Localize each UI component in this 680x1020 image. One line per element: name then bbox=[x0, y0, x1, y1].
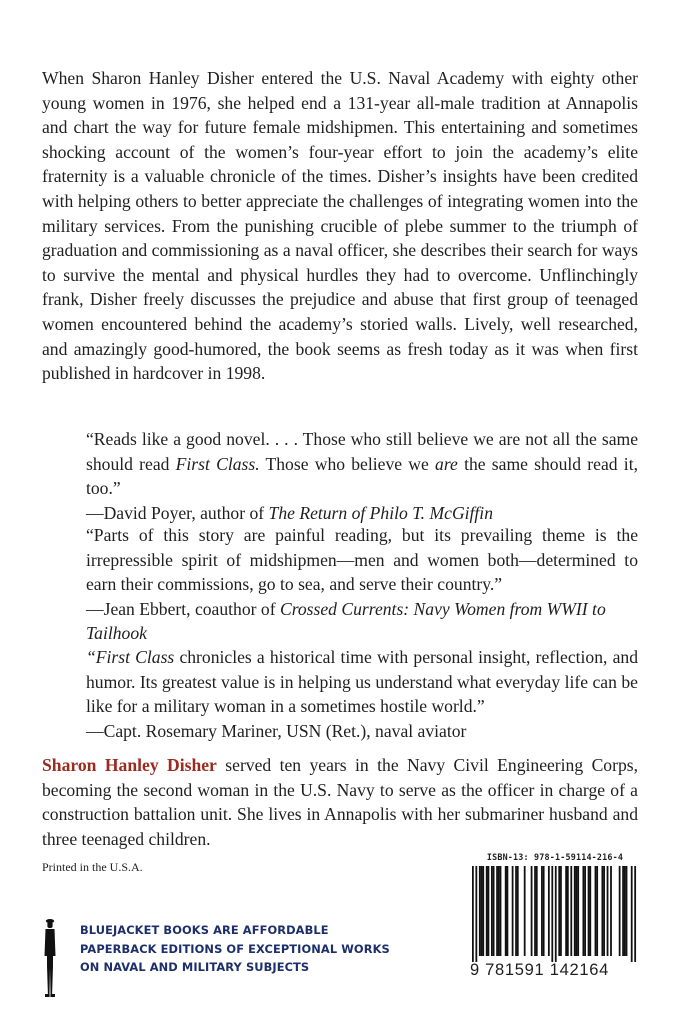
barcode-bar bbox=[482, 866, 484, 956]
barcode-bar bbox=[515, 866, 517, 956]
barcode-bar bbox=[622, 866, 624, 956]
attribution-prefix: —David Poyer, author of bbox=[86, 502, 269, 523]
quote-text-segment: “Reads like a good novel. . . . Those who still believe we are not all the same should read bbox=[86, 429, 638, 474]
review-quote-text: “Parts of this story are painful reading, but its prevailing theme is the irrepressible spirit of midshipmen—men and women both—determined to earn their commissions, go to sea, and serve their country.” bbox=[86, 525, 638, 595]
barcode-bar bbox=[560, 866, 562, 956]
barcode-bar bbox=[577, 866, 579, 956]
barcode-bar bbox=[570, 866, 572, 956]
barcode-bar bbox=[634, 866, 636, 962]
tagline-line: PAPERBACK EDITIONS OF EXCEPTIONAL WORKS bbox=[80, 941, 390, 956]
barcode-number: 9 781591 142164 bbox=[470, 961, 609, 979]
review-attribution bbox=[86, 501, 638, 526]
barcode-bar bbox=[601, 866, 603, 956]
barcode-bar bbox=[624, 866, 626, 956]
attribution-work: Crossed Currents: Navy Women from WWII to Tailhook bbox=[86, 598, 606, 644]
quote-text-segment: the same should read it, too.” bbox=[86, 453, 638, 499]
quote-text-segment: chronicles a historical time with personal insight, reflection, and humor. Its greatest value is in helping us understand what everyday life can be like for a military woman in a sometimes hostile world.” bbox=[86, 647, 638, 717]
attribution-work: The Return of Philo T. McGiffin bbox=[268, 502, 493, 523]
barcode-bar bbox=[603, 866, 605, 956]
barcode-bar bbox=[507, 866, 509, 956]
barcode-bar bbox=[589, 866, 591, 956]
barcode-bar bbox=[565, 866, 567, 956]
isbn-label: ISBN-13: 978-1-59114-216-4 bbox=[486, 852, 624, 862]
isbn-barcode bbox=[470, 852, 638, 980]
barcode-bars bbox=[470, 866, 638, 962]
barcode-bar bbox=[512, 866, 514, 956]
barcode-bar bbox=[531, 866, 533, 956]
barcode-bar bbox=[567, 866, 569, 956]
barcode-bar bbox=[576, 866, 578, 956]
publisher-tagline bbox=[80, 921, 390, 977]
barcode-bar bbox=[626, 866, 628, 956]
author-bio-text: served ten years in the Navy Civil Engineering Corps, becoming the second woman in the U.S. Navy to serve as the officer in charge of a construction battalion unit. She lives in Annapolis with her submariner husband and three teenaged children. bbox=[42, 755, 638, 849]
tagline-line: BLUEJACKET BOOKS ARE AFFORDABLE bbox=[80, 923, 329, 937]
barcode-bar bbox=[551, 866, 553, 962]
barcode-bar bbox=[498, 866, 500, 956]
barcode-bar bbox=[584, 866, 586, 956]
barcode-bar bbox=[610, 866, 612, 956]
review-quote-mariner bbox=[86, 645, 638, 743]
review-quote-text bbox=[86, 645, 638, 719]
barcode-bar bbox=[548, 866, 550, 956]
attribution-prefix: —Jean Ebbert, coauthor of bbox=[86, 598, 280, 619]
barcode-bar bbox=[481, 866, 483, 956]
book-description: When Sharon Hanley Disher entered the U.S. Naval Academy with eighty other young women in 1976, she helped end a 131-year all-male tradition at Annapolis and chart the way for future female midshipmen. This entertaining and sometimes shocking account of the women’s four-year effort to join the academy’s elite fraternity is a valuable chronicle of the times. Disher’s insights have been credited with helping others to better appreciate the challenges of integrating women into the military services. From the punishing crucible of plebe summer to the triumph of graduation and commissioning as a naval officer, she describes their search for ways to survive the mental and physical hurdles they had to overcome. Unflinchingly frank, Disher freely discusses the prejudice and abuse that first group of teenaged women encountered behind the academy’s storied walls. Lively, well researched, and amazingly good-humored, the book seems as fresh today as it was when first published in hardcover in 1998. bbox=[42, 68, 638, 384]
sailor-silhouette-icon bbox=[42, 918, 58, 998]
barcode-bar bbox=[505, 866, 507, 956]
barcode-bar bbox=[491, 866, 493, 956]
review-quote-ebbert bbox=[86, 523, 638, 646]
barcode-bar bbox=[536, 866, 538, 956]
barcode-bar bbox=[541, 866, 543, 956]
barcode-bar bbox=[479, 866, 481, 956]
barcode-bar bbox=[517, 866, 519, 956]
barcode-bar bbox=[555, 866, 557, 962]
barcode-bar bbox=[619, 866, 621, 956]
author-bio bbox=[42, 753, 638, 851]
barcode-bar bbox=[488, 866, 490, 956]
quote-emphasis: are bbox=[435, 453, 458, 474]
barcode-bar bbox=[543, 866, 545, 956]
barcode-bar bbox=[472, 866, 474, 962]
tagline-line: ON NAVAL AND MILITARY SUBJECTS bbox=[80, 960, 310, 975]
barcode-bar bbox=[493, 866, 495, 956]
quote-book-title: “First Class bbox=[86, 647, 175, 667]
barcode-bar bbox=[534, 866, 536, 956]
barcode-bar bbox=[486, 866, 488, 956]
author-name: Sharon Hanley Disher bbox=[42, 755, 217, 775]
barcode-bar bbox=[595, 866, 597, 956]
barcode-bar bbox=[500, 866, 502, 956]
printed-in-notice: Printed in the U.S.A. bbox=[42, 860, 143, 874]
quote-text-segment: Those who believe we bbox=[259, 453, 436, 474]
barcode-bar bbox=[524, 866, 526, 956]
review-quote-poyer bbox=[86, 427, 638, 525]
barcode-bar bbox=[475, 866, 477, 962]
barcode-bar bbox=[596, 866, 598, 956]
barcode-bar bbox=[631, 866, 633, 962]
barcode-bar bbox=[496, 866, 498, 956]
barcode-bar bbox=[558, 866, 560, 956]
review-attribution: —Capt. Rosemary Mariner, USN (Ret.), naval aviator bbox=[86, 720, 467, 741]
review-attribution bbox=[86, 597, 638, 646]
review-quote-text bbox=[86, 427, 638, 501]
barcode-bar bbox=[607, 866, 609, 956]
quote-book-title: First Class. bbox=[175, 453, 260, 474]
barcode-bar bbox=[588, 866, 590, 956]
barcode-bar bbox=[574, 866, 576, 956]
barcode-bar bbox=[582, 866, 584, 956]
